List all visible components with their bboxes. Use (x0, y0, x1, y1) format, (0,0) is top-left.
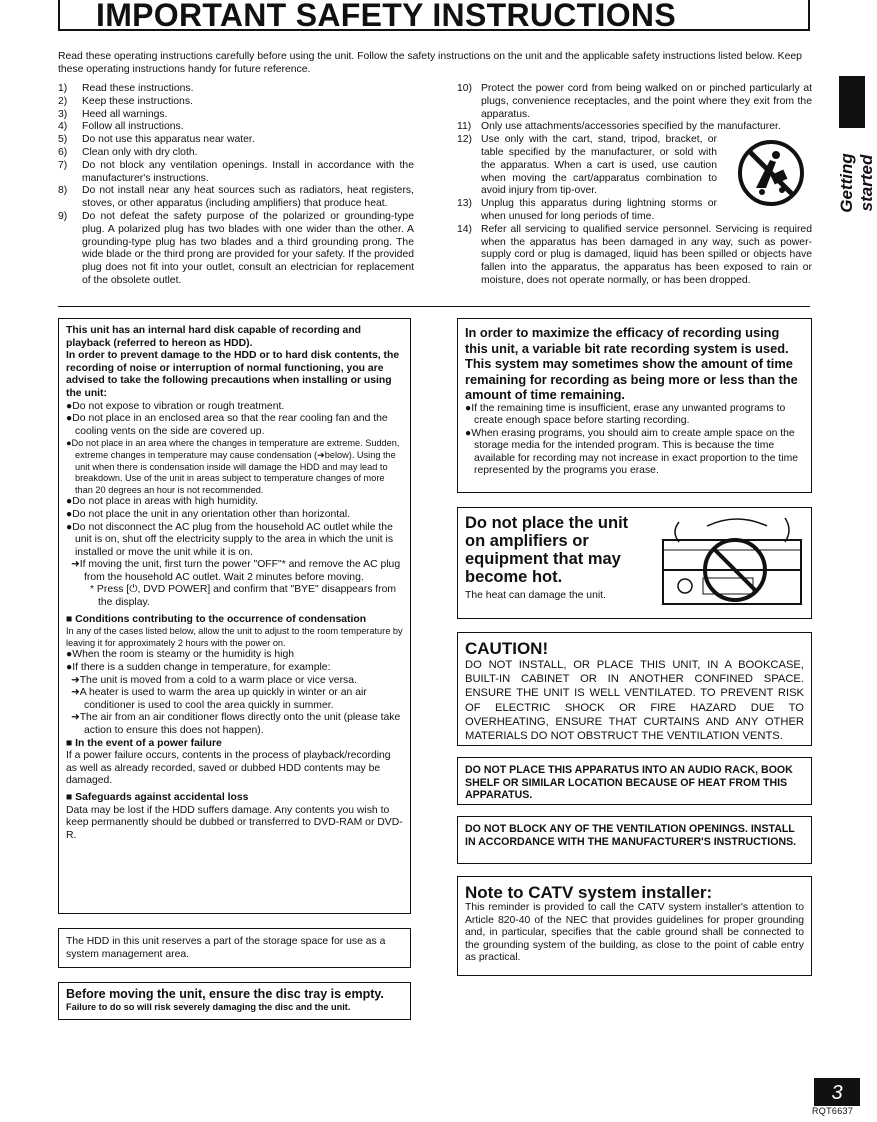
section-label: Getting started (837, 153, 876, 213)
vbr-recording-box (457, 318, 812, 493)
list-item: ●Do not place in areas with high humidity. (66, 496, 259, 508)
cart-tip-over-icon (736, 138, 806, 208)
list-item: 7) Do not block any ventilation openings. Install in accordance with the manufacturer's instructions. (58, 159, 414, 184)
intro-text: Read these operating instructions carefully before using the unit. Follow the safety instructions on the unit and the applicable safety instructions listed below. Keep these operating instructions handy for future reference. (58, 51, 802, 75)
list-item: 12) Use only with the cart, stand, tripod, bracket, or table specified by the manufacturer, or sold with the apparatus. When a cart is used, use caution when moving the cart/apparatus combination to avoid injury from tip-over. (457, 134, 812, 198)
hdd-head-2: In order to prevent damage to the HDD or to hard disk contents, the recording of noise or interruption of normal functioning, you are advised to take the following precautions when installing or using the unit: (66, 350, 400, 399)
accidental-loss-text: Data may be lost if the HDD suffers damage. Any contents you wish to keep permanently should be dubbed or transferred to DVD-RAM or DVD-R. (66, 804, 403, 841)
section-tab-marker (839, 76, 865, 128)
page-title: IMPORTANT SAFETY INSTRUCTIONS (96, 0, 676, 33)
page-number: 3 (814, 1078, 860, 1106)
disc-tray-box (58, 982, 411, 1020)
audio-rack-text: DO NOT PLACE THIS APPARATUS INTO AN AUDIO RACK, BOOK SHELF OR SIMILAR LOCATION BECAUSE OF HEAT FROM THIS APPARATUS. (465, 764, 793, 802)
ventilation-text: DO NOT BLOCK ANY OF THE VENTILATION OPENINGS. INSTALL IN ACCORDANCE WITH THE MANUFACTURER'S INSTRUCTIONS. (465, 823, 797, 848)
safety-list-right (457, 83, 812, 288)
list-item: ●Do not disconnect the AC plug from the household AC outlet while the unit is on, shut off the electricity supply to the area in which the unit is installed or move the unit while it is on. (66, 521, 394, 558)
catv-note-box (457, 876, 812, 976)
caution-text: DO NOT INSTALL, OR PLACE THIS UNIT, IN A BOOKCASE, BUILT-IN CABINET OR IN ANOTHER CONFINED SPACE. ENSURE THE UNIT IS WELL VENTILATED. TO PREVENT RISK OF ELECTRIC SHOCK OR FIRE HAZARD DUE TO OVERHEATING, ENSURE THAT CURTAINS AND ANY OTHER MATERIALS DO NOT OBSTRUCT THE VENTILATION VENTS. (465, 659, 804, 743)
list-item: 11) Only use attachments/accessories specified by the manufacturer. (457, 121, 781, 133)
vbr-heading: In order to maximize the efficacy of recording using this unit, a variable bit rate recording system is used. This system may sometimes show the amount of time remaining for recording as being more or less than the amount of time remaining. (465, 325, 798, 402)
list-item: 10) Protect the power cord from being walked on or pinched particularly at plugs, convenience receptacles, and the point where they exit from the apparatus. (457, 83, 812, 120)
catv-text: This reminder is provided to call the CATV system installer's attention to Article 820-40 of the NEC that provides guidelines for proper grounding and, in particular, specifies that the cable ground shall be connected to the grounding system of the building, as close to the point of cable entry as practical. (465, 902, 804, 964)
accidental-loss-heading: ■ Safeguards against accidental loss (66, 791, 249, 803)
safety-list-left (58, 83, 414, 288)
heat-warning-box (457, 507, 812, 619)
audio-rack-box (457, 757, 812, 805)
list-item: 13) Unplug this apparatus during lightning storms or when unused for long periods of time. (457, 198, 717, 222)
list-item: 4) Follow all instructions. (58, 121, 184, 133)
list-item: 8) Do not install near any heat sources such as radiators, heat registers, stoves, or other apparatus (including amplifiers) that produce heat. (58, 185, 414, 210)
disc-tray-text: Failure to do so will risk severely damaging the disc and the unit. (66, 1002, 351, 1012)
list-item: ●If there is a sudden change in temperature, for example: (66, 662, 331, 674)
list-item: ●If the remaining time is insufficient, erase any unwanted programs to create enough space before starting recording. (465, 402, 786, 427)
list-item: ●When erasing programs, you should aim to create ample space on the storage media for the intended program. This is because the time available for recording may not increase in exact proportion to the time represented by the programs you erase. (465, 427, 799, 477)
list-item: 3) Heed all warnings. (58, 108, 168, 120)
condensation-heading: ■ Conditions contributing to the occurrence of condensation (66, 613, 367, 625)
list-item: ●Do not place in an area where the changes in temperature are extreme. Sudden, extreme changes in temperature may cause condensation (➜below). Using the unit when there is condensation inside will damage the HDD and may lead to breakdown. Use of the unit in areas subject to temperature changes of more than 20 degrees an hour is not recommended. (66, 438, 400, 495)
heat-warning-icon (657, 512, 807, 614)
hdd-precautions-box (58, 318, 411, 914)
power-failure-heading: ■ In the event of a power failure (66, 737, 222, 749)
disc-tray-heading: Before moving the unit, ensure the disc tray is empty. (66, 987, 384, 1001)
list-item: 1) Read these instructions. (58, 83, 194, 94)
catv-heading: Note to CATV system installer: (465, 883, 713, 902)
condensation-intro: In any of the cases listed below, allow the unit to adjust to the room temperature by leaving it for approximately 2 hours with the power on. (66, 626, 403, 648)
list-item: ●When the room is steamy or the humidity is high (66, 649, 295, 661)
heat-text: The heat can damage the unit. (465, 590, 606, 601)
list-item: ➜If moving the unit, first turn the power "OFF"* and remove the AC plug from the household AC outlet. Wait 2 minutes before moving. (71, 559, 401, 583)
storage-note-text: The HDD in this unit reserves a part of the storage space for use as a system management area. (66, 936, 386, 960)
list-item: ●Do not place in an enclosed area so that the rear cooling fan and the cooling vents on the side are covered up. (66, 413, 388, 437)
hdd-head-1: This unit has an internal hard disk capable of recording and playback (referred to hereon as HDD). (66, 325, 362, 349)
list-item: ➜The air from an air conditioner flows directly onto the unit (please take action to ensure this does not happen). (71, 712, 401, 736)
ventilation-box (457, 816, 812, 864)
list-item: * Press [⏻, DVD POWER] and confirm that "BYE" disappears from the display. (90, 584, 397, 609)
list-item: 5) Do not use this apparatus near water. (58, 134, 255, 146)
list-item: 2) Keep these instructions. (58, 95, 193, 107)
storage-note-box (58, 928, 411, 968)
heat-heading: Do not place the unit on amplifiers or equipment that may become hot. (465, 514, 629, 586)
document-code: RQT6637 (812, 1106, 854, 1116)
list-item: ➜The unit is moved from a cold to a warm place or vice versa. (71, 674, 357, 686)
caution-box (457, 632, 812, 746)
list-item: ●Do not place the unit in any orientation other than horizontal. (66, 508, 351, 520)
divider (58, 306, 810, 307)
power-failure-text: If a power failure occurs, contents in the process of playback/recording as well as already recorded, saved or dubbed HDD contents may be damaged. (66, 750, 391, 787)
title-box (58, 0, 810, 31)
list-item: ●Do not expose to vibration or rough treatment. (66, 400, 285, 412)
list-item: 14) Refer all servicing to qualified service personnel. Servicing is required when the apparatus has been damaged in any way, such as power-supply cord or plug is damaged, liquid has been spilled or objects have fallen into the apparatus, the apparatus has been exposed to rain or moisture, does not operate normally, or has been dropped. (457, 223, 812, 286)
list-item: 6) Clean only with dry cloth. (58, 146, 198, 158)
list-item: ➜A heater is used to warm the area up quickly in winter or an air conditioner is used to cool the area quickly in summer. (71, 687, 367, 711)
list-item: 9) Do not defeat the safety purpose of the polarized or grounding-type plug. A polarized plug has two blades with one wider than the other. A grounding-type plug has two blades and a third grounding prong. The wide blade or the third prong are provided for your safety. If the provided plug does not fit into your outlet, consult an electrician for replacement of the obsolete outlet. (58, 210, 414, 286)
caution-heading: CAUTION! (465, 639, 549, 658)
